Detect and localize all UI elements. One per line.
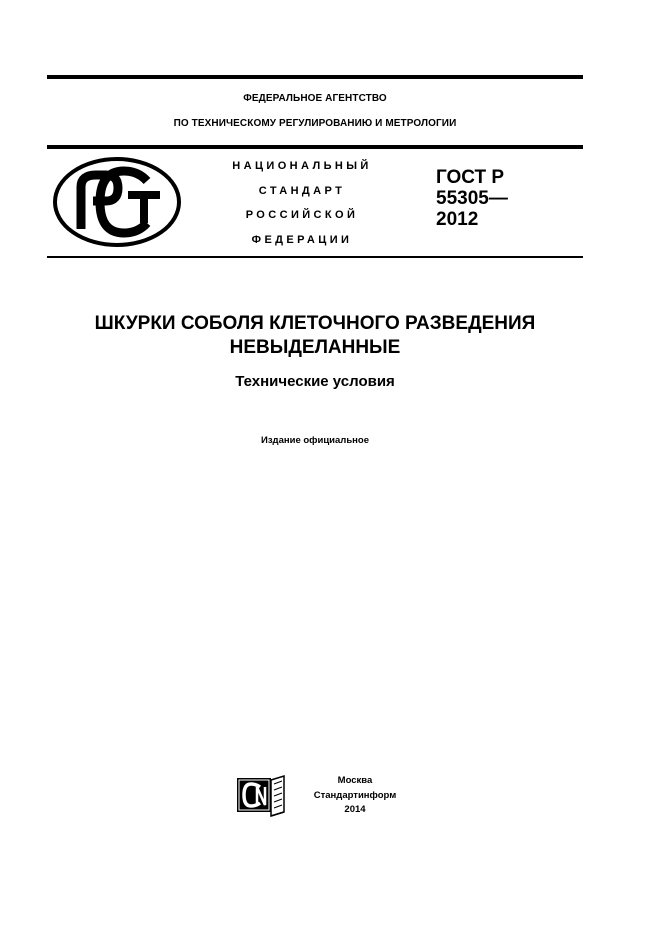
national-standard-line: НАЦИОНАЛЬНЫЙ — [232, 160, 372, 172]
document-title-line: НЕВЫДЕЛАННЫЕ — [229, 337, 401, 358]
document-title — [47, 312, 583, 360]
gost-line: ГОСТ Р — [436, 167, 505, 188]
bottom-rule — [47, 256, 583, 258]
national-standard-line: ФЕДЕРАЦИИ — [251, 233, 353, 246]
rst-certification-logo-icon — [52, 157, 182, 247]
top-rule — [47, 75, 583, 79]
agency-name-line-2: ПО ТЕХНИЧЕСКОМУ РЕГУЛИРОВАНИЮ И МЕТРОЛОГИИ — [173, 118, 457, 129]
middle-rule — [47, 145, 583, 149]
standartinform-logo-icon — [236, 774, 286, 818]
national-standard-label — [212, 154, 392, 252]
document-subtitle: Технические условия — [235, 373, 395, 390]
publisher-line: Стандартинформ — [313, 789, 397, 801]
national-standard-line: РОССИЙСКОЙ — [245, 209, 359, 221]
gost-designation — [436, 167, 508, 230]
gost-line: 2012 — [436, 209, 479, 230]
publisher-line: Москва — [337, 775, 373, 786]
edition-label: Издание официальное — [261, 435, 369, 446]
national-standard-line: СТАНДАРТ — [258, 184, 346, 197]
document-title-line: ШКУРКИ СОБОЛЯ КЛЕТОЧНОГО РАЗВЕДЕНИЯ — [94, 313, 536, 334]
publisher-line: 2014 — [344, 804, 366, 815]
publisher-imprint — [305, 774, 405, 818]
gost-line: 55305— — [436, 188, 508, 209]
agency-name-line-1: ФЕДЕРАЛЬНОЕ АГЕНТСТВО — [243, 93, 387, 104]
